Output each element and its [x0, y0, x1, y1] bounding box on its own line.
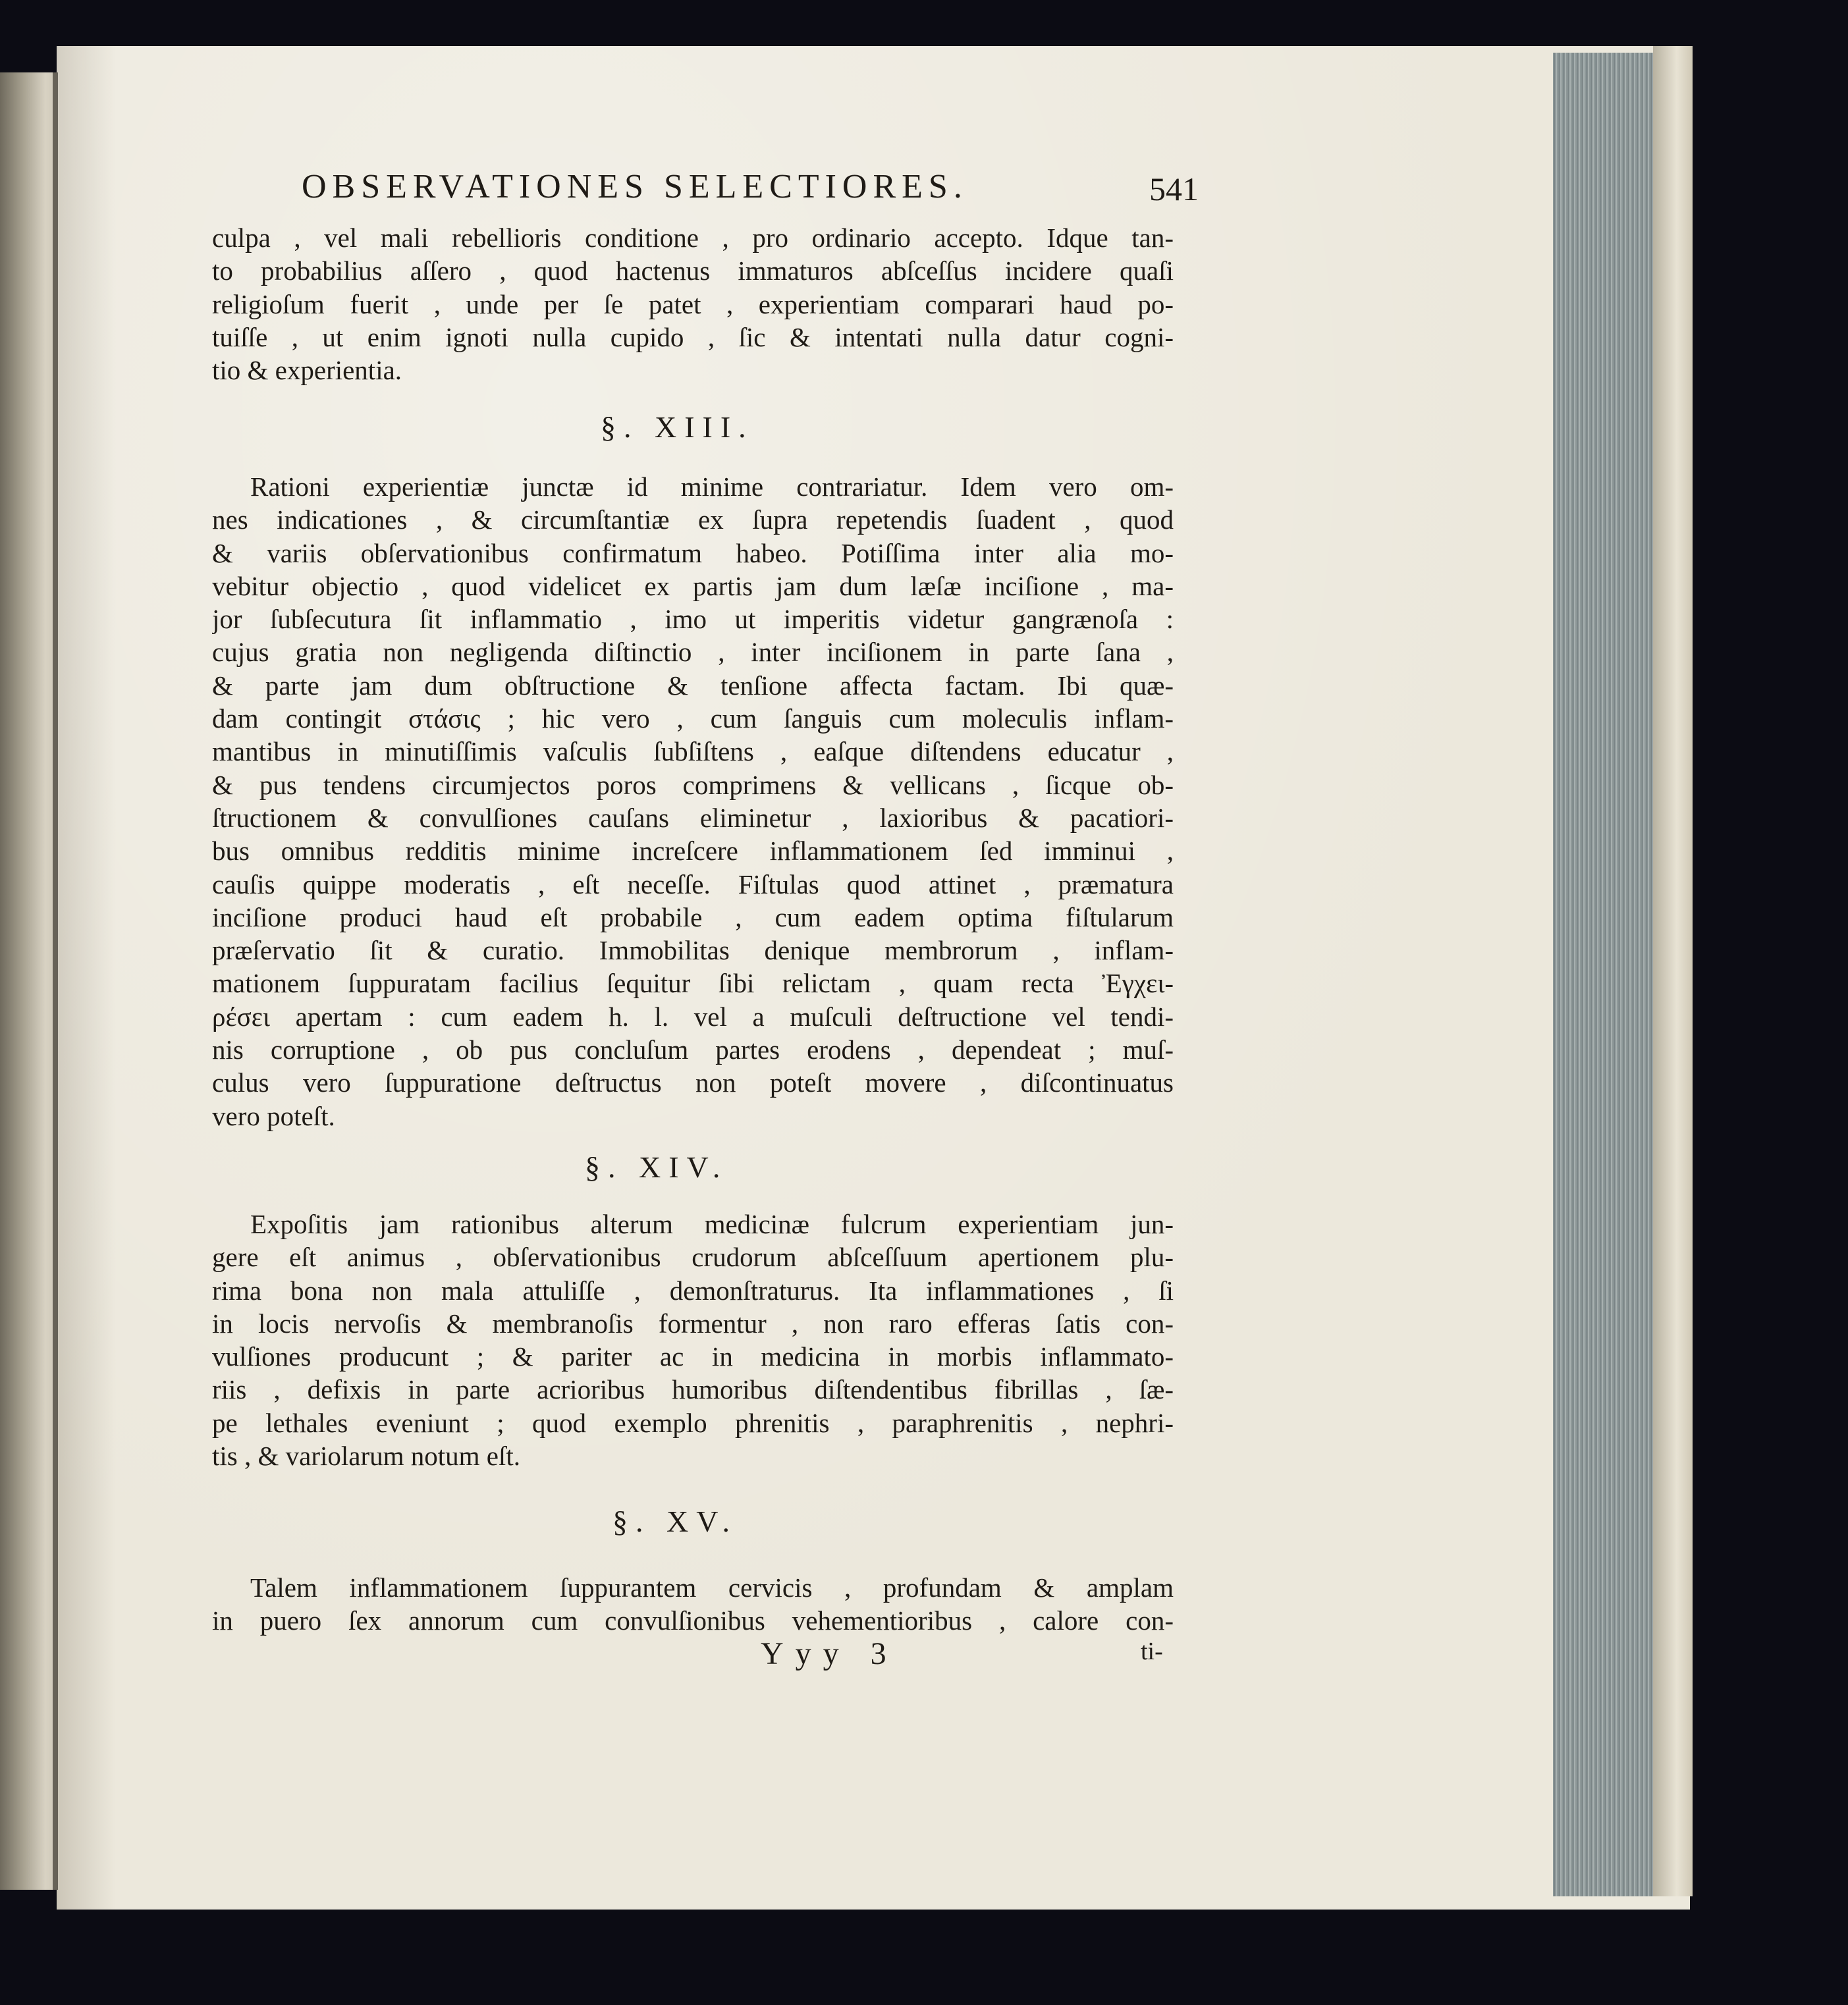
text-line: tio & experientia. — [212, 355, 402, 386]
text-line: & pus tendens circumjectos poros comprimens & vellicans , ſicque ob- — [212, 769, 1174, 800]
text-line: Rationi experientiæ junctæ id minime contrariatur. Idem vero om- — [250, 471, 1174, 502]
text-line: mantibus in minutiſſimis vaſculis ſubſiſtens , eaſque diſtendens educatur , — [212, 736, 1174, 767]
text-line: tuiſſe , ut enim ignoti nulla cupido , ſic & intentati nulla datur cogni- — [212, 321, 1174, 352]
paragraph-section-xiv — [212, 1208, 1174, 1472]
text-line: to probabilius aſſero , quod hactenus immaturos abſceſſus incidere quaſi — [212, 255, 1174, 286]
text-line: vulſiones producunt ; & pariter ac in medicina in morbis inflammato- — [212, 1341, 1174, 1372]
text-line: pe lethales eveniunt ; quod exemplo phrenitis , paraphrenitis , nephri- — [212, 1407, 1174, 1438]
text-line: præſervatio ſit & curatio. Immobilitas denique membrorum , inflam- — [212, 935, 1174, 966]
signature-mark: Yyy 3 — [761, 1636, 898, 1671]
text-line: vebitur objectio , quod videlicet ex partis jam dum læſæ inciſione , ma- — [212, 570, 1174, 601]
text-line: gere eſt animus , obſervationibus crudorum abſceſſuum apertionem plu- — [212, 1242, 1174, 1273]
text-line: nis corruptione , ob pus concluſum partes erodens , dependeat ; muſ- — [212, 1034, 1174, 1065]
text-line: jor ſubſecutura ſit inflammatio , imo ut imperitis videtur gangrænoſa : — [212, 604, 1174, 635]
text-line: Expoſitis jam rationibus alterum medicinæ fulcrum experientiam jun- — [250, 1209, 1174, 1239]
text-line: ſtructionem & convulſiones cauſans eliminetur , laxioribus & pacatiori- — [212, 802, 1174, 833]
text-line: cauſis quippe moderatis , eſt neceſſe. Fiſtulas quod attinet , præmatura — [212, 869, 1174, 899]
running-title: OBSERVATIONES SELECTIORES. — [302, 168, 968, 205]
catchword: ti- — [1141, 1638, 1163, 1665]
text-line: tis , & variolarum notum eſt. — [212, 1441, 521, 1472]
text-line: bus omnibus redditis minime increſcere inflammationem ſed imminui , — [212, 836, 1174, 867]
text-line: rima bona non mala attuliſſe , demonſtraturus. Ita inflammationes , ſi — [212, 1275, 1174, 1306]
text-line: nes indicationes , & circumſtantiæ ex ſupra repetendis ſuadent , quod — [212, 504, 1174, 535]
text-line: in puero ſex annorum cum convulſionibus vehementioribus , calore con- — [212, 1605, 1174, 1636]
text-line: mationem ſuppuratam facilius ſequitur ſibi relictam , quam recta Ἐγχει- — [212, 968, 1174, 999]
section-heading: §. XV. — [612, 1505, 738, 1538]
text-line: Talem inflammationem ſuppurantem cervicis , profundam & amplam — [250, 1572, 1174, 1603]
paragraph-section-xv — [212, 1571, 1174, 1638]
text-line: inciſione produci haud eſt probabile , cum eadem optima fiſtularum — [212, 901, 1174, 932]
page-number: 541 — [1149, 171, 1199, 207]
paragraph-continuation — [212, 221, 1174, 387]
text-line: culpa , vel mali rebellioris conditione , pro ordinario accepto. Idque tan- — [212, 223, 1174, 253]
text-line: & parte jam dum obſtructione & tenſione affecta factam. Ibi quæ- — [212, 670, 1174, 701]
text-line: & variis obſervationibus confirmatum habeo. Potiſſima inter alia mo- — [212, 537, 1174, 568]
text-line: in locis nervoſis & membranoſis formentur , non raro efferas ſatis con- — [212, 1308, 1174, 1339]
text-line: dam contingit στάσις ; hic vero , cum ſanguis cum moleculis inflam- — [212, 703, 1174, 734]
text-line: culus vero ſuppuratione deſtructus non poteſt movere , diſcontinuatus — [212, 1067, 1174, 1098]
section-heading: §. XIV. — [585, 1150, 728, 1184]
text-line: religioſum fuerit , unde per ſe patet , experientiam comparari haud po- — [212, 288, 1174, 319]
text-line: riis , defixis in parte acrioribus humoribus diſtendentibus fibrillas , ſæ- — [212, 1374, 1174, 1405]
text-line: ρέσει apertam : cum eadem h. l. vel a muſculi deſtructione vel tendi- — [212, 1001, 1174, 1032]
section-heading: §. XIII. — [601, 410, 754, 444]
text-line: vero poteſt. — [212, 1100, 335, 1131]
paragraph-section-xiii — [212, 470, 1174, 1133]
text-line: cujus gratia non negligenda diſtinctio , inter inciſionem in parte ſana , — [212, 637, 1174, 668]
